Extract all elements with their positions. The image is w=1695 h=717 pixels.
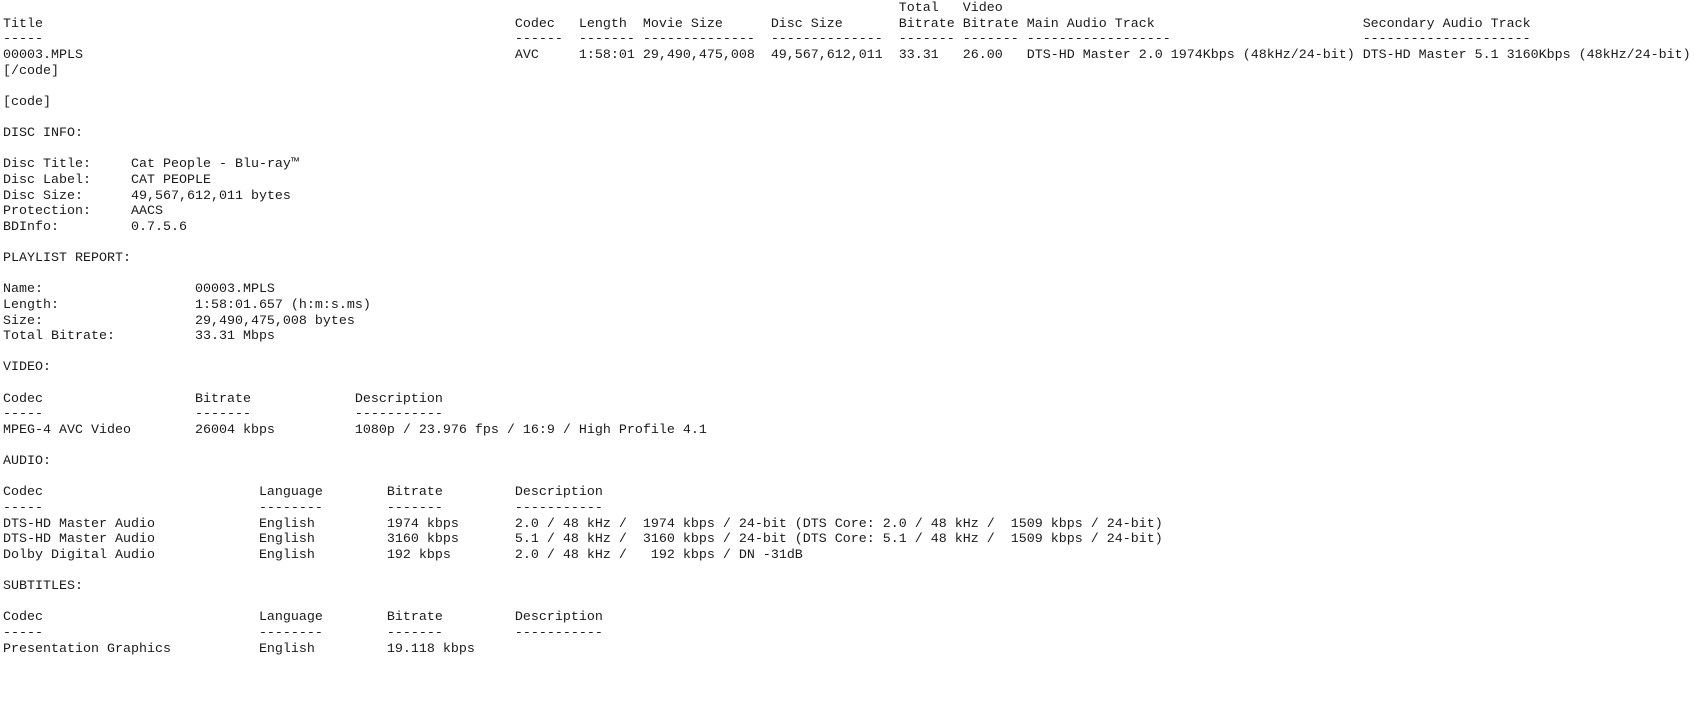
video-heading	[3, 360, 1695, 376]
cell-bitrate: 26004 kbps	[194, 422, 275, 438]
video-underline-row	[3, 407, 1695, 423]
playlist-field	[3, 298, 1695, 314]
cell-codec: DTS-HD Master Audio	[3, 532, 155, 548]
underline: -------	[194, 407, 251, 423]
cell-bitrate: 192 kbps	[386, 547, 451, 563]
subtitles-heading	[3, 579, 1695, 595]
summary-col-movie-size: Movie Size	[642, 16, 723, 32]
blank-line	[3, 235, 1695, 251]
audio-col-bitrate: Bitrate	[386, 485, 443, 501]
underline: -----------	[514, 626, 603, 641]
underline: -----------	[354, 407, 443, 423]
cell-video-bitrate: 26.00	[962, 47, 1003, 63]
audio-row	[3, 548, 1695, 564]
audio-heading	[3, 454, 1695, 470]
bbcode-open-tag	[3, 95, 1695, 111]
cell-codec: DTS-HD Master Audio	[3, 516, 155, 532]
blank-line	[3, 267, 1695, 283]
cell-language: English	[258, 641, 315, 657]
subtitles-row	[3, 642, 1695, 658]
audio-header-row	[3, 485, 1695, 501]
summary-preheader-total: Total	[898, 1, 939, 16]
field-label: Total Bitrate:	[3, 329, 115, 345]
cell-movie-size: 29,490,475,008	[642, 47, 755, 63]
cell-bitrate: 1974 kbps	[386, 516, 459, 532]
underline: -------	[386, 626, 443, 641]
underline: -----	[3, 407, 43, 423]
summary-underline-row	[3, 32, 1695, 48]
blank-line	[3, 345, 1695, 361]
field-value: 00003.MPLS	[194, 282, 275, 298]
cell-length: 1:58:01	[578, 47, 635, 63]
cell-codec: MPEG-4 AVC Video	[3, 422, 131, 438]
field-label: Name:	[3, 282, 43, 298]
summary-data-row	[3, 48, 1695, 64]
cell-disc-size: 49,567,612,011	[770, 47, 883, 63]
section-heading: VIDEO:	[3, 360, 51, 376]
cell-description: 1080p / 23.976 fps / 16:9 / High Profile 4.1	[354, 422, 707, 438]
audio-section	[3, 454, 1695, 579]
cell-secondary-audio: DTS-HD Master 5.1 3160Kbps (48kHz/24-bit)	[1362, 47, 1691, 63]
cell-title: 00003.MPLS	[3, 47, 83, 63]
underline: ------	[514, 32, 563, 48]
disc-info-field	[3, 157, 1695, 173]
cell-total-bitrate: 33.31	[898, 47, 939, 63]
summary-header-row	[3, 17, 1695, 33]
subtitles-col-bitrate: Bitrate	[386, 610, 443, 626]
cell-description: 2.0 / 48 kHz / 1974 kbps / 24-bit (DTS Core: 2.0 / 48 kHz / 1509 kbps / 24-bit)	[514, 516, 1163, 532]
underline: --------	[258, 626, 323, 641]
field-value: 1:58:01.657 (h:m:s.ms)	[194, 297, 371, 313]
audio-col-language: Language	[258, 485, 323, 501]
subtitles-underline-row	[3, 626, 1695, 642]
underline: -------	[898, 32, 955, 48]
summary-col-video-bitrate: Bitrate	[962, 16, 1019, 32]
subtitles-section	[3, 579, 1695, 657]
blank-line	[3, 79, 1695, 95]
summary-col-disc-size: Disc Size	[770, 16, 843, 32]
underline: -----	[3, 32, 43, 48]
subtitles-header-row	[3, 610, 1695, 626]
blank-line	[3, 439, 1695, 455]
audio-underline-row	[3, 501, 1695, 517]
field-label: Size:	[3, 313, 43, 329]
blank-line	[3, 376, 1695, 392]
disc-info-heading	[3, 126, 1695, 142]
disc-info-field	[3, 220, 1695, 236]
summary-col-title: Title	[3, 16, 43, 32]
section-heading: AUDIO:	[3, 454, 51, 470]
disc-info-field	[3, 189, 1695, 205]
cell-bitrate: 19.118 kbps	[386, 641, 475, 657]
field-label: Disc Title:	[3, 157, 91, 173]
summary-col-total-bitrate: Bitrate	[898, 16, 955, 32]
playlist-field	[3, 329, 1695, 345]
video-header-row	[3, 392, 1695, 408]
subtitles-col-language: Language	[258, 610, 323, 626]
playlist-field	[3, 282, 1695, 298]
field-label: Disc Size:	[3, 188, 83, 204]
underline: --------------	[642, 32, 755, 48]
section-heading: PLAYLIST REPORT:	[3, 251, 131, 266]
field-value: 33.31 Mbps	[194, 329, 275, 345]
disc-info-field	[3, 173, 1695, 189]
field-label: Length:	[3, 297, 59, 313]
playlist-report-heading	[3, 251, 1695, 267]
underline: --------	[258, 501, 323, 516]
underline: -----------	[514, 501, 603, 516]
underline: -----	[3, 501, 43, 516]
audio-col-codec: Codec	[3, 485, 43, 501]
video-row	[3, 423, 1695, 439]
blank-line	[3, 595, 1695, 611]
cell-codec: AVC	[514, 47, 539, 63]
audio-row	[3, 532, 1695, 548]
subtitles-col-description: Description	[514, 610, 603, 626]
video-col-codec: Codec	[3, 391, 43, 407]
field-value: 29,490,475,008 bytes	[194, 313, 355, 329]
blank-line	[3, 564, 1695, 580]
playlist-report-section	[3, 251, 1695, 360]
underline: -------	[386, 501, 443, 516]
blank-line	[3, 110, 1695, 126]
cell-language: English	[258, 547, 315, 563]
summary-preheader-row	[3, 1, 1695, 17]
cell-description: 5.1 / 48 kHz / 3160 kbps / 24-bit (DTS Core: 5.1 / 48 kHz / 1509 kbps / 24-bit)	[514, 532, 1163, 548]
underline: ------------------	[1026, 32, 1171, 48]
field-value: 49,567,612,011 bytes	[130, 188, 291, 204]
cell-codec: Dolby Digital Audio	[3, 547, 155, 563]
underline: -------	[578, 32, 635, 48]
underline: -----	[3, 626, 43, 641]
audio-row	[3, 517, 1695, 533]
video-section	[3, 360, 1695, 454]
summary-col-codec: Codec	[514, 16, 555, 32]
disc-info-section	[3, 126, 1695, 251]
cell-language: English	[258, 532, 315, 548]
cell-bitrate: 3160 kbps	[386, 532, 459, 548]
audio-col-description: Description	[514, 485, 603, 501]
playlist-field	[3, 314, 1695, 330]
bbcode-close-tag	[3, 64, 1695, 80]
cell-main-audio: DTS-HD Master 2.0 1974Kbps (48kHz/24-bit)	[1026, 47, 1355, 63]
cell-codec: Presentation Graphics	[3, 641, 171, 657]
field-value: AACS	[130, 204, 163, 220]
video-col-bitrate: Bitrate	[194, 391, 251, 407]
cell-description: 2.0 / 48 kHz / 192 kbps / DN -31dB	[514, 547, 803, 563]
field-value: CAT PEOPLE	[130, 172, 211, 188]
summary-col-secondary-audio: Secondary Audio Track	[1362, 16, 1531, 32]
blank-line	[3, 470, 1695, 486]
field-label: Protection:	[3, 204, 91, 220]
field-value: 0.7.5.6	[130, 219, 187, 235]
subtitles-col-codec: Codec	[3, 610, 43, 626]
section-heading: SUBTITLES:	[3, 579, 83, 595]
summary-col-length: Length	[578, 16, 627, 32]
underline: --------------	[770, 32, 883, 48]
cell-language: English	[258, 516, 315, 532]
blank-line	[3, 142, 1695, 158]
bbcode-open-text: [code]	[3, 94, 51, 110]
field-label: BDInfo:	[3, 219, 59, 235]
section-heading: DISC INFO:	[3, 126, 83, 141]
summary-col-main-audio: Main Audio Track	[1026, 16, 1155, 32]
summary-preheader-video: Video	[962, 1, 1003, 16]
field-label: Disc Label:	[3, 172, 91, 188]
summary-table	[3, 1, 1695, 64]
disc-info-field	[3, 204, 1695, 220]
underline: ---------------------	[1362, 32, 1531, 48]
underline: -------	[962, 32, 1019, 48]
field-value: Cat People - Blu-ray™	[130, 157, 299, 173]
video-col-description: Description	[354, 391, 443, 407]
bbcode-close-text: [/code]	[3, 63, 59, 79]
